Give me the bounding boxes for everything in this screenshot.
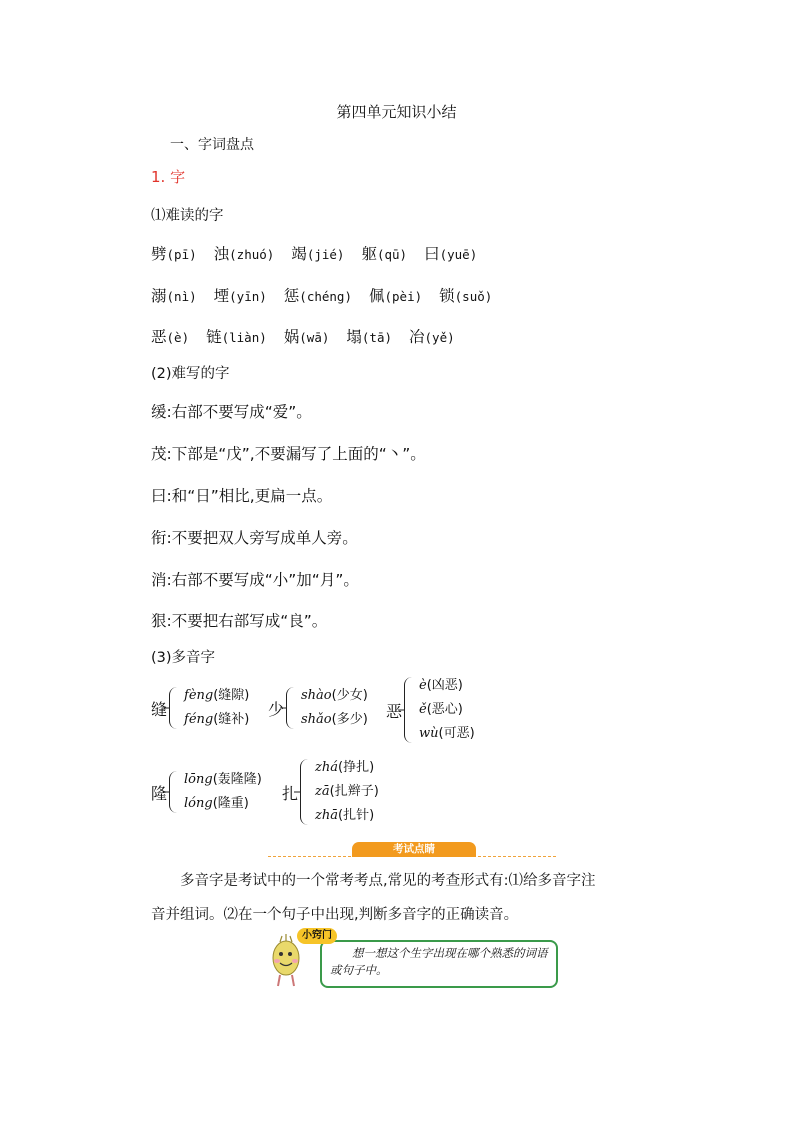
- char-item: [291, 242, 344, 264]
- poly-options: [419, 674, 475, 746]
- pinyin: (yīn): [229, 289, 267, 304]
- option-pinyin: ě: [419, 702, 427, 717]
- poly-option: [184, 708, 249, 732]
- option-pinyin: zhā: [315, 808, 338, 823]
- poly-char: 扎: [282, 783, 299, 803]
- brace: [300, 759, 311, 825]
- char: 劈: [151, 245, 167, 263]
- brace: [169, 771, 180, 813]
- pinyin: (wā): [299, 330, 330, 345]
- page-title: 第四单元知识小结: [336, 103, 457, 121]
- char: 溺: [151, 287, 167, 305]
- char-item: [361, 242, 407, 264]
- poly-options: [184, 768, 262, 816]
- part2-title: (2)难写的字: [151, 366, 230, 382]
- char: 恶: [151, 328, 167, 346]
- char-item: [151, 242, 197, 264]
- char-item: [214, 242, 275, 264]
- polyphonic-group: [151, 768, 262, 816]
- pinyin: (tā): [361, 330, 393, 345]
- char-item: [151, 284, 197, 306]
- tip-text: 想一想这个生字出现在哪个熟悉的词语或句子中。: [330, 946, 548, 977]
- char: 佩: [368, 287, 385, 305]
- pinyin: (yě): [424, 330, 455, 345]
- option-pinyin: lóng: [184, 796, 213, 811]
- poly-option: [301, 684, 368, 708]
- option-word: (隆重): [212, 796, 249, 811]
- polyphonic-group: [151, 684, 249, 732]
- pinyin: (suǒ): [454, 289, 493, 304]
- pinyin: (zhuó): [229, 247, 275, 262]
- poly-options: [301, 684, 368, 732]
- char-item: [284, 284, 352, 306]
- option-pinyin: wù: [419, 726, 439, 741]
- poly-option: [315, 756, 379, 780]
- subsection-heading: 1. 字: [151, 168, 186, 186]
- option-word: (轰隆隆): [212, 772, 262, 787]
- poly-option: [315, 780, 379, 804]
- brace: [404, 677, 415, 743]
- char: 塌: [346, 328, 362, 346]
- pinyin: (è): [166, 330, 190, 345]
- char: 竭: [291, 245, 307, 263]
- poly-option: [184, 684, 249, 708]
- exam-banner: 考试点睛: [352, 842, 476, 857]
- hard-write-line: 茂:下部是“戊”,不要漏写了上面的“丶”。: [151, 445, 426, 463]
- char-item: [369, 284, 422, 306]
- poly-option: [419, 674, 475, 698]
- char: 冶: [409, 328, 425, 346]
- tip-label: 小窍门: [297, 928, 337, 944]
- poly-option: [419, 698, 475, 722]
- char-item: [206, 325, 267, 347]
- pinyin: (qū): [376, 247, 408, 262]
- hard-read-row: [151, 284, 492, 306]
- option-word: (缝补): [213, 712, 250, 727]
- char: 曰: [424, 245, 440, 263]
- char: 锁: [439, 287, 455, 305]
- brace: [169, 687, 180, 729]
- pinyin: (chéng): [299, 289, 352, 304]
- hard-read-row: [151, 325, 455, 347]
- poly-option: [184, 792, 262, 816]
- poly-options: [315, 756, 379, 828]
- option-pinyin: lōng: [184, 772, 213, 787]
- pinyin: (liàn): [221, 330, 267, 345]
- char: 链: [206, 328, 222, 346]
- char: 躯: [361, 245, 377, 263]
- pinyin: (yuē): [439, 247, 478, 262]
- part3-title: (3)多音字: [151, 650, 216, 666]
- option-word: (凶恶): [426, 678, 463, 693]
- polyphonic-group: [282, 756, 379, 828]
- hard-write-line: 狠:不要把右部写成“良”。: [151, 612, 328, 630]
- option-word: (挣扎): [338, 760, 375, 775]
- option-pinyin: zhá: [315, 760, 338, 775]
- hard-write-line: 缓:右部不要写成“爱”。: [151, 403, 312, 421]
- option-word: (多少): [331, 712, 368, 727]
- exam-paragraph: 多音字是考试中的一个常考考点,常见的考查形式有:⑴给多音字注音并组词。⑵在一个句子中出现,判断多音字的正确读音。: [151, 873, 596, 923]
- char-item: [151, 325, 189, 347]
- pinyin: (nì): [166, 289, 197, 304]
- poly-options: [184, 684, 249, 732]
- hard-write-line: 曰:和“日”相比,更扁一点。: [151, 487, 333, 505]
- char: 浊: [213, 245, 230, 263]
- poly-char: 缝: [151, 699, 168, 719]
- polyphonic-group: [386, 674, 475, 746]
- pinyin: (jié): [306, 247, 345, 262]
- poly-option: [419, 722, 475, 746]
- char: 娲: [283, 328, 300, 346]
- section-heading: 一、字词盘点: [170, 137, 254, 153]
- char-item: [346, 325, 392, 347]
- char-item: [214, 284, 267, 306]
- brace: [286, 687, 297, 729]
- hard-read-row: [151, 242, 477, 264]
- polyphonic-group: [268, 684, 368, 732]
- option-pinyin: fèng: [184, 688, 214, 703]
- poly-option: [301, 708, 368, 732]
- pinyin: (pèi): [384, 289, 423, 304]
- option-pinyin: shǎo: [301, 712, 332, 727]
- poly-option: [315, 804, 379, 828]
- option-word: (恶心): [426, 702, 463, 717]
- char-item: [439, 284, 492, 306]
- poly-char: 恶: [386, 701, 403, 721]
- option-word: (可恶): [438, 726, 475, 741]
- option-word: (缝隙): [213, 688, 250, 703]
- char-item: [284, 325, 330, 347]
- poly-char: 少: [268, 699, 285, 719]
- pinyin: (pī): [166, 247, 197, 262]
- option-word: (扎针): [338, 808, 375, 823]
- poly-option: [184, 768, 262, 792]
- option-word: (扎辫子): [329, 784, 379, 799]
- poly-char: 隆: [151, 783, 168, 803]
- hard-write-line: 消:右部不要写成“小”加“月”。: [151, 571, 359, 589]
- hard-write-line: 衔:不要把双人旁写成单人旁。: [151, 529, 358, 547]
- option-pinyin: féng: [184, 712, 214, 727]
- char: 堙: [213, 287, 230, 305]
- option-pinyin: zā: [315, 784, 330, 799]
- option-pinyin: shào: [301, 688, 332, 703]
- char-item: [424, 242, 477, 264]
- char: 惩: [283, 287, 300, 305]
- part1-title: ⑴难读的字: [151, 208, 224, 224]
- option-word: (少女): [331, 688, 368, 703]
- option-pinyin: è: [419, 678, 427, 693]
- char-item: [409, 325, 455, 347]
